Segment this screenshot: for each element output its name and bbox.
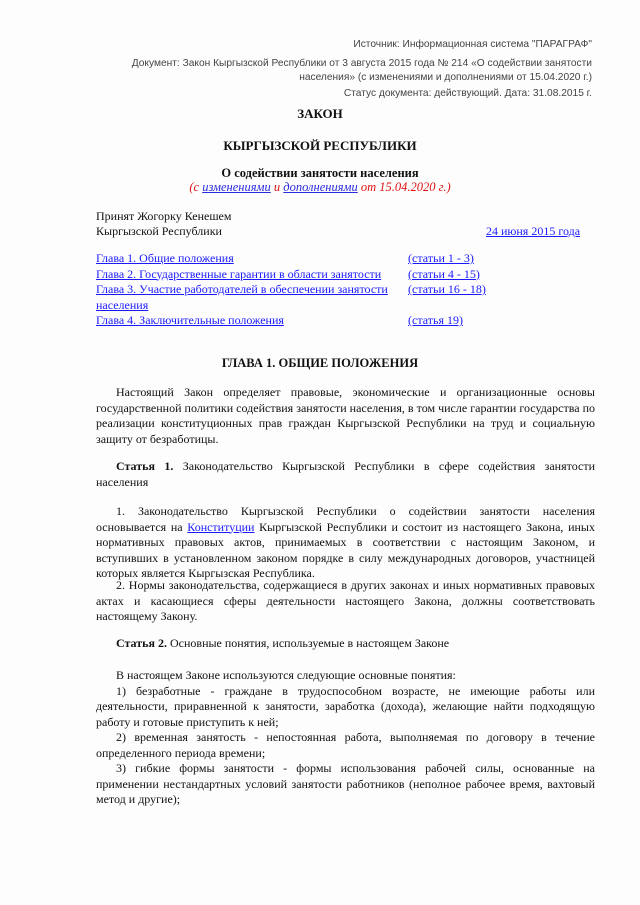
toc-row xyxy=(96,313,596,329)
article-2-intro: В настоящем Законе используются следующие основные понятия: xyxy=(116,668,456,682)
accepted-by xyxy=(96,209,231,239)
amend-close: от 15.04.2020 г.) xyxy=(357,180,451,194)
definition-item: 2) временная занятость - непостоянная работа, выполняемая по договору в течение определенного периода времени; xyxy=(96,730,595,760)
chapter-1-intro: Настоящий Закон определяет правовые, экономические и организационные основы государственной политики содействия занятости населения, в том числе гарантии государства по реализации конституционных прав граждан Кыргызской Республики на труд и социальную защиту от безработицы. xyxy=(96,385,595,446)
additions-link[interactable]: дополнениями xyxy=(283,180,358,194)
constitution-link[interactable]: Конституции xyxy=(187,519,255,534)
toc-range-2-link[interactable]: (статьи 4 - 15) xyxy=(408,266,480,281)
article-1-paragraph-1 xyxy=(96,504,595,582)
toc-row xyxy=(96,282,596,313)
amend-open: (с xyxy=(189,180,203,194)
accepted-line-1: Принят Жогорку Кенешем xyxy=(96,209,232,223)
accepted-date-link[interactable]: 24 июня 2015 года xyxy=(486,224,581,238)
amend-mid: и xyxy=(270,180,284,194)
article-2-label: Статья 2. xyxy=(116,636,167,650)
article-1-heading xyxy=(96,459,595,490)
source-line: Источник: Информационная система "ПАРАГРАФ" xyxy=(353,39,592,50)
toc-range-1-link[interactable]: (статьи 1 - 3) xyxy=(408,251,474,265)
definition-item: 3) гибкие формы занятости - формы использования рабочей силы, основанные на применении нестандартных условий занятости работников (неполное рабочее время, вахтовый метод и другие); xyxy=(96,761,595,806)
status-line: Статус документа: действующий. Дата: 31.08.2015 г. xyxy=(343,88,592,99)
definition-item: 1) безработные - граждане в трудоспособном возрасте, не имеющие работы или деятельности, приравненной к занятости, заработка (дохода), желающие найти подходящую работу и готовые приступить к ней; xyxy=(96,683,595,729)
article-2-title: Основные понятия, используемые в настоящем Законе xyxy=(166,636,450,650)
toc-range-3-link[interactable]: (статьи 16 - 18) xyxy=(408,282,486,296)
toc-chapter-3-link[interactable]: Глава 3. Участие работодателей в обеспечении занятости населения xyxy=(96,282,388,312)
toc-row xyxy=(96,251,596,267)
title-country: КЫРГЫЗСКОЙ РЕСПУБЛИКИ xyxy=(223,138,417,153)
table-of-contents xyxy=(96,251,596,329)
article-1-p1-text: 1. Законодательство Кыргызской Республики о содействии занятости населения основывается на xyxy=(96,504,595,534)
toc-chapter-1-link[interactable]: Глава 1. Общие положения xyxy=(96,251,234,265)
toc-row xyxy=(96,267,596,283)
toc-chapter-2-link[interactable]: Глава 2. Государственные гарантии в области занятости xyxy=(96,266,382,281)
law-subtitle: О содействии занятости населения xyxy=(221,166,419,180)
article-2-body xyxy=(96,668,595,808)
amendments-link[interactable]: изменениями xyxy=(202,180,271,194)
article-2-heading xyxy=(96,636,595,652)
amendments-line xyxy=(0,180,640,195)
accepted-line-2: Кыргызской Республики xyxy=(96,224,222,238)
toc-chapter-4-link[interactable]: Глава 4. Заключительные положения xyxy=(96,313,284,327)
chapter-1-heading: ГЛАВА 1. ОБЩИЕ ПОЛОЖЕНИЯ xyxy=(221,356,419,370)
article-1-paragraph-2: 2. Нормы законодательства, содержащиеся в других законах и иных нормативных правовых актах и касающиеся сферы деятельности настоящего Закона, должны соответствовать настоящему Закону. xyxy=(96,578,595,623)
document-line: Документ: Закон Кыргызской Республики от 3 августа 2015 года № 214 «О содействии занятости населения» (с изменениями и дополнениями от 15.04.2020 г.) xyxy=(131,58,592,83)
article-1-p1-text-after: Кыргызской Республики и состоит из настоящего Закона, иных нормативных правовых актов, принимаемых в соответствии с настоящим Законом, и вступивших в установленном законом порядке в силу международных договоров, участницей которых является Кыргызская Республика. xyxy=(96,519,595,580)
title-law: ЗАКОН xyxy=(297,106,343,121)
article-1-title: Законодательство Кыргызской Республики в сфере содействия занятости населения xyxy=(96,459,595,489)
article-1-label: Статья 1. xyxy=(116,459,174,473)
toc-range-4-link[interactable]: (статья 19) xyxy=(408,313,463,327)
